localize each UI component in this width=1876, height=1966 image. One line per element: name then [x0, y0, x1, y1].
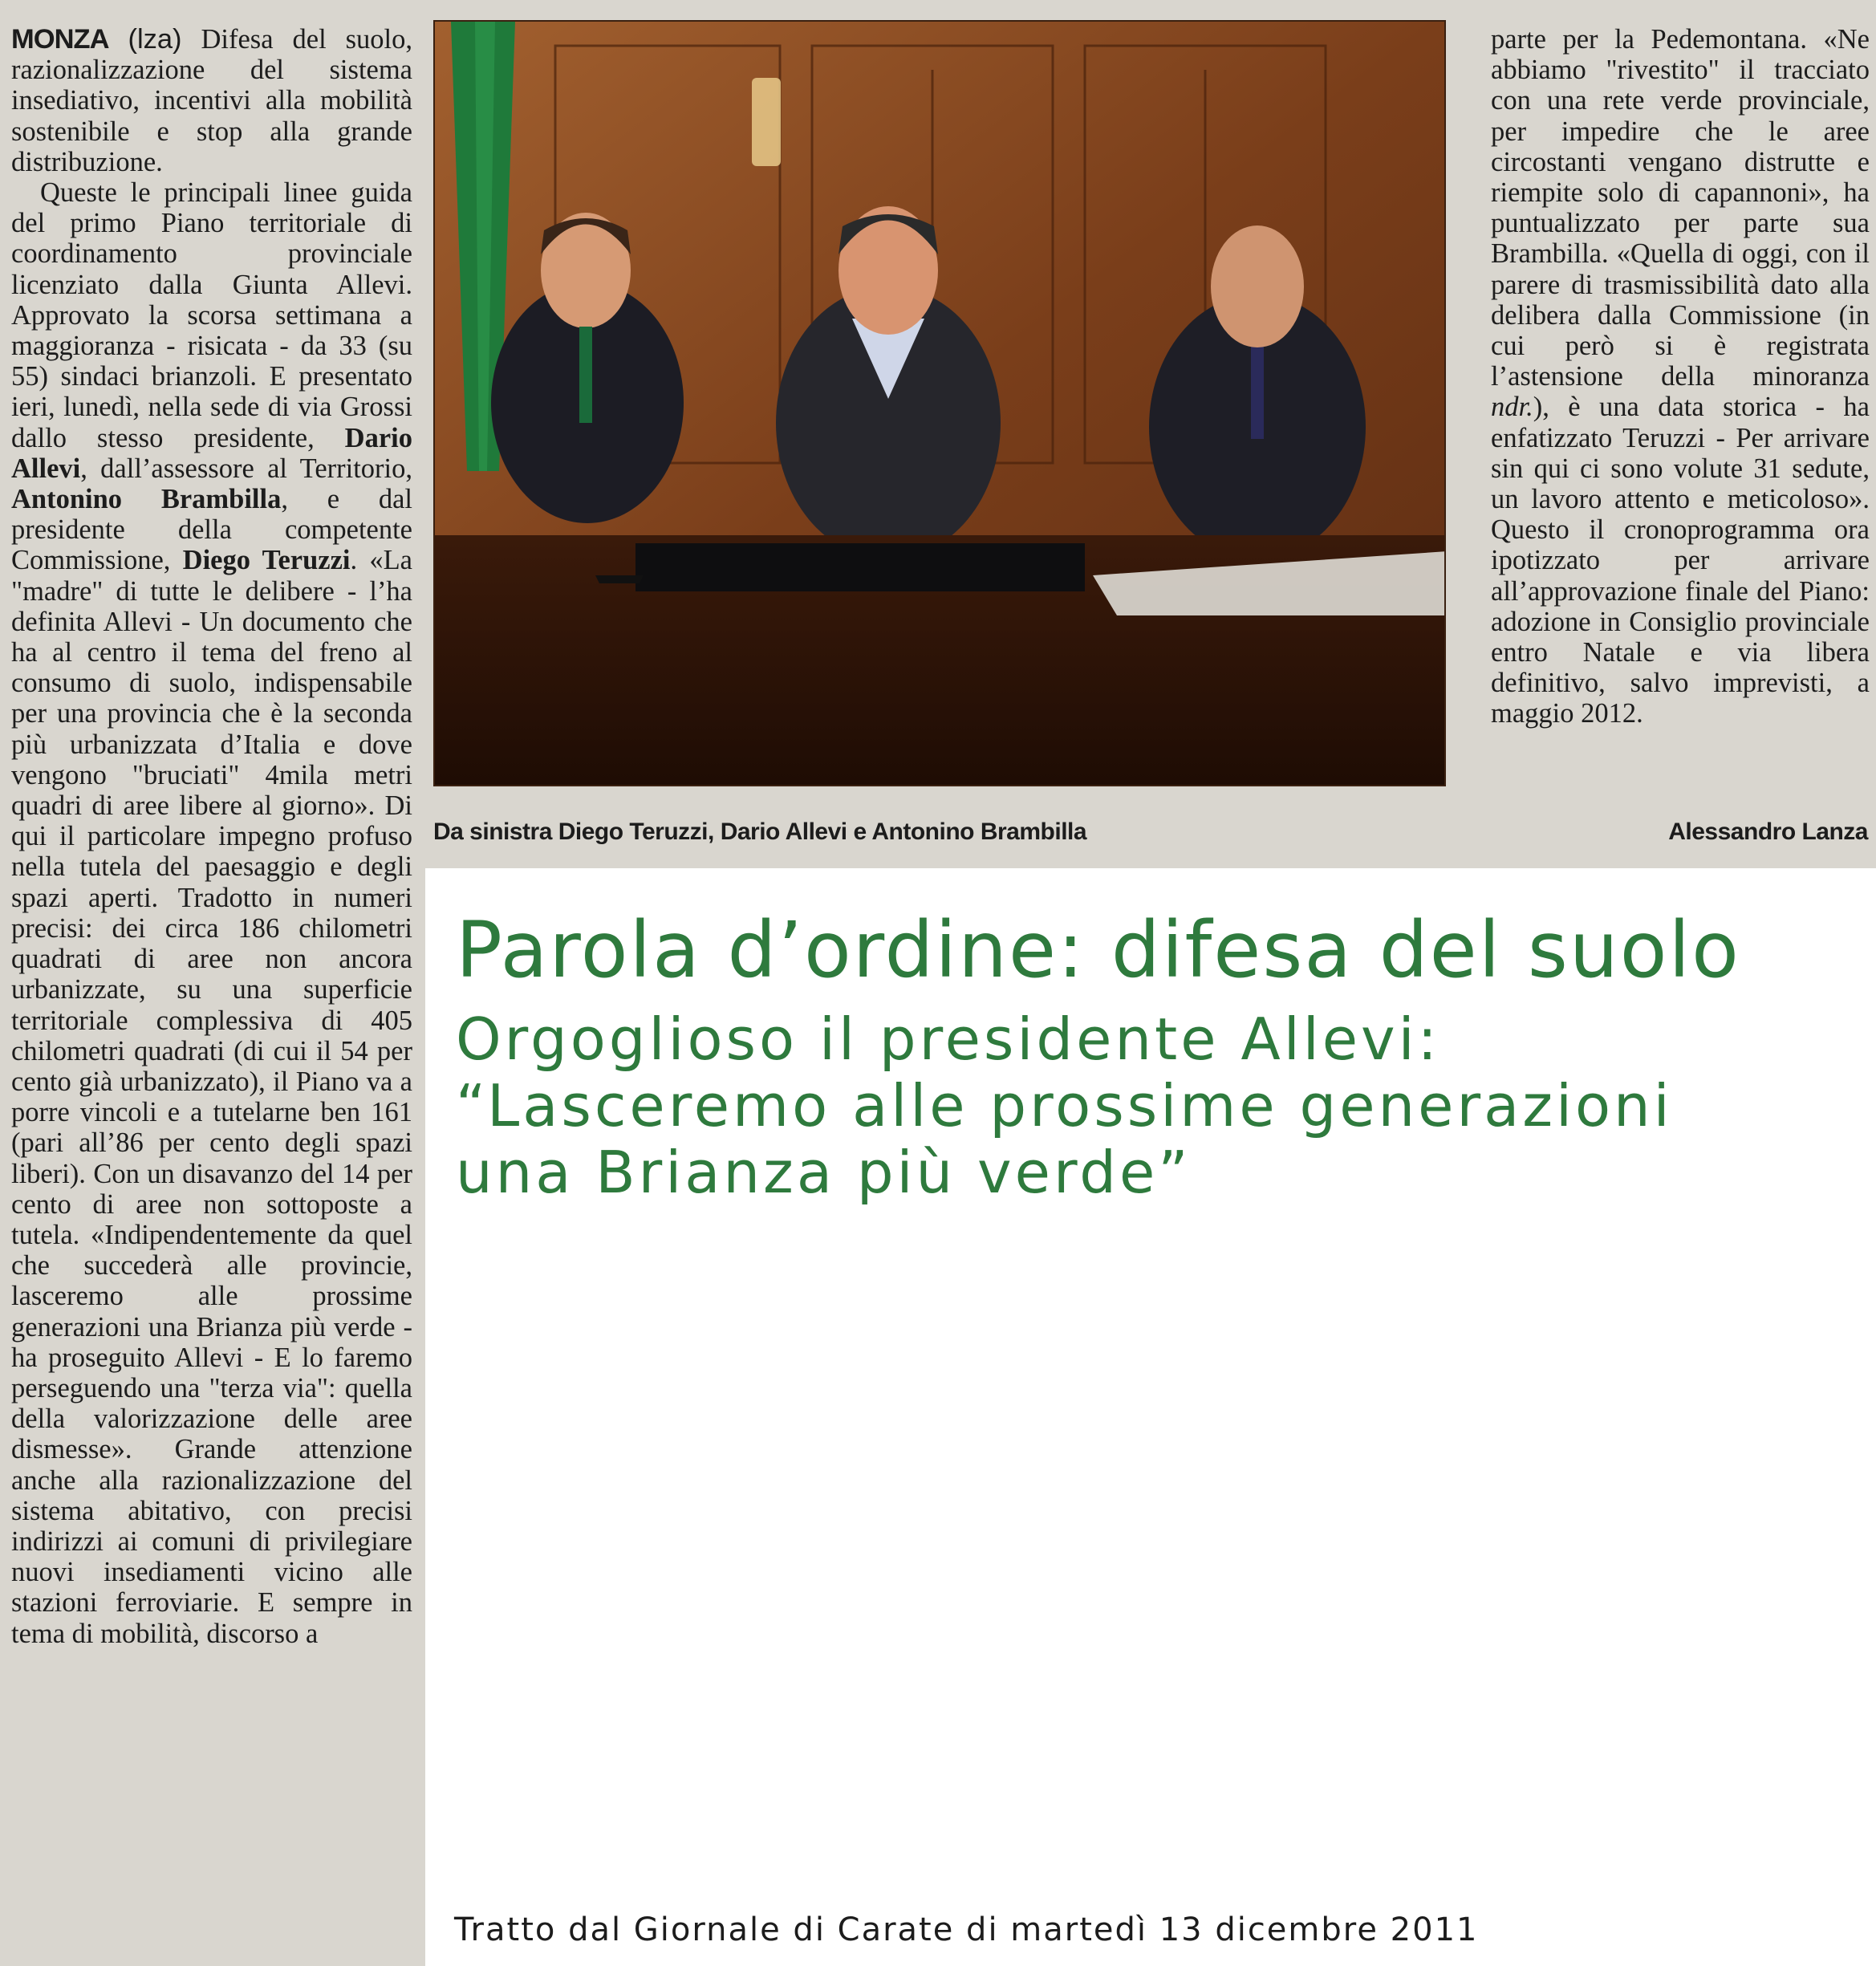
photo-caption: Da sinistra Diego Teruzzi, Dario Allevi e Antonino Brambilla: [433, 818, 1087, 845]
body-text: parte per la Pedemontana. «Ne abbiamo "rivestito" il tracciato con una rete verde provinciale, per impedire che le aree circostanti vengano distrutte e riempite solo di capannoni», ha puntualizzato per parte sua Brambilla. «Quella di oggi, con il parere di trasmissibilità dato alla delibera dalla Commissione (in cui però si è registrata l’astensione della minoranza: [1491, 24, 1870, 392]
headline-subtitle-line: Orgoglioso il presidente Allevi:: [456, 1005, 1440, 1073]
body-text: , e dal presidente della competente Commissione,: [11, 484, 412, 576]
body-text: ), è una data storica - ha enfatizzato Teruzzi - Per arrivare sin qui ci sono volute 31 sedute, un lavoro attento e meticoloso». Questo il cronoprogramma ora ipotizzato per arrivare all’approvazione finale del Piano: adozione in Consiglio provinciale entro Natale e via libera definitivo, salvo imprevisti, a maggio 2012.: [1491, 392, 1870, 729]
dateline: MONZA: [11, 24, 109, 55]
body-text: , dall’assessore al Territorio,: [80, 453, 412, 484]
press-conference-photo: [433, 20, 1446, 786]
source-credit: Tratto dal Giornale di Carate di martedì 13 dicembre 2011: [454, 1911, 1479, 1948]
author-initials: (lza): [128, 24, 182, 55]
lead-text: Difesa del suolo, razionalizzazione del sistema insediativo, incentivi alla mobilità sostenibile e stop alla grande distribuzione.: [11, 24, 413, 177]
article-body-paragraph: [1491, 24, 1870, 729]
article-author: Alessandro Lanza: [1668, 818, 1868, 845]
article-lead-paragraph: [11, 24, 412, 177]
article-left-column: [11, 24, 412, 1649]
name-teruzzi: Diego Teruzzi: [182, 545, 351, 576]
editor-note: ndr.: [1491, 392, 1533, 423]
headline-title: Parola d’ordine: difesa del suolo: [456, 905, 1740, 995]
body-text: Queste le principali linee guida del primo Piano territoriale di coordinamento provinciale licenziato dalla Giunta Allevi. Approvato la scorsa settimana a maggioranza - risicata - da 33 (su 55) sindaci brianzoli. E presentato ieri, lunedì, nella sede di via Grossi dallo stesso presidente,: [11, 177, 412, 453]
body-text: . «La "madre" di tutte le delibere - l’ha definita Allevi - Un documento che ha al centro il tema del freno al consumo di suolo, indispensabile per una provincia che è la seconda più urbanizzata d’Italia e dove vengono "bruciati" 4mila metri quadri di aree libere al giorno». Di qui il particolare impegno profuso nella tutela del paesaggio e degli spazi aperti. Tradotto in numeri precisi: dei circa 186 chilometri quadrati di aree non ancora urbanizzate, su una superficie territoriale complessiva di 405 chilometri quadrati (di cui il 54 per cento già urbanizzato), il Piano va a porre vincoli e a tutelarne ben 161 (pari all’86 per cento degli spazi liberi). Con un disavanzo del 14 per cento di aree non sottoposte a tutela. «Indipendentemente da quel che succederà alle provincie, lasceremo alle prossime generazioni una Brianza più verde - ha proseguito Allevi - E lo faremo perseguendo una "terza via": quella della valorizzazione delle aree dismesse». Grande attenzione anche alla razionalizzazione del sistema abitativo, con precisi indirizzi ai comuni di privilegiare nuovi insediamenti vicino alle stazioni ferroviarie. E sempre in tema di mobilità, discorso a: [11, 545, 412, 1649]
name-allevi: Dario Allevi: [11, 422, 412, 484]
name-brambilla: Antonino Brambilla: [11, 484, 282, 515]
photo-illustration: [435, 22, 1446, 786]
headline-subtitle-line: una Brianza più verde”: [456, 1139, 1192, 1206]
headline-subtitle-line: “Lasceremo alle prossime generazioni: [456, 1072, 1673, 1139]
article-right-column: [1491, 24, 1870, 729]
article-body-paragraph: [11, 177, 412, 1649]
